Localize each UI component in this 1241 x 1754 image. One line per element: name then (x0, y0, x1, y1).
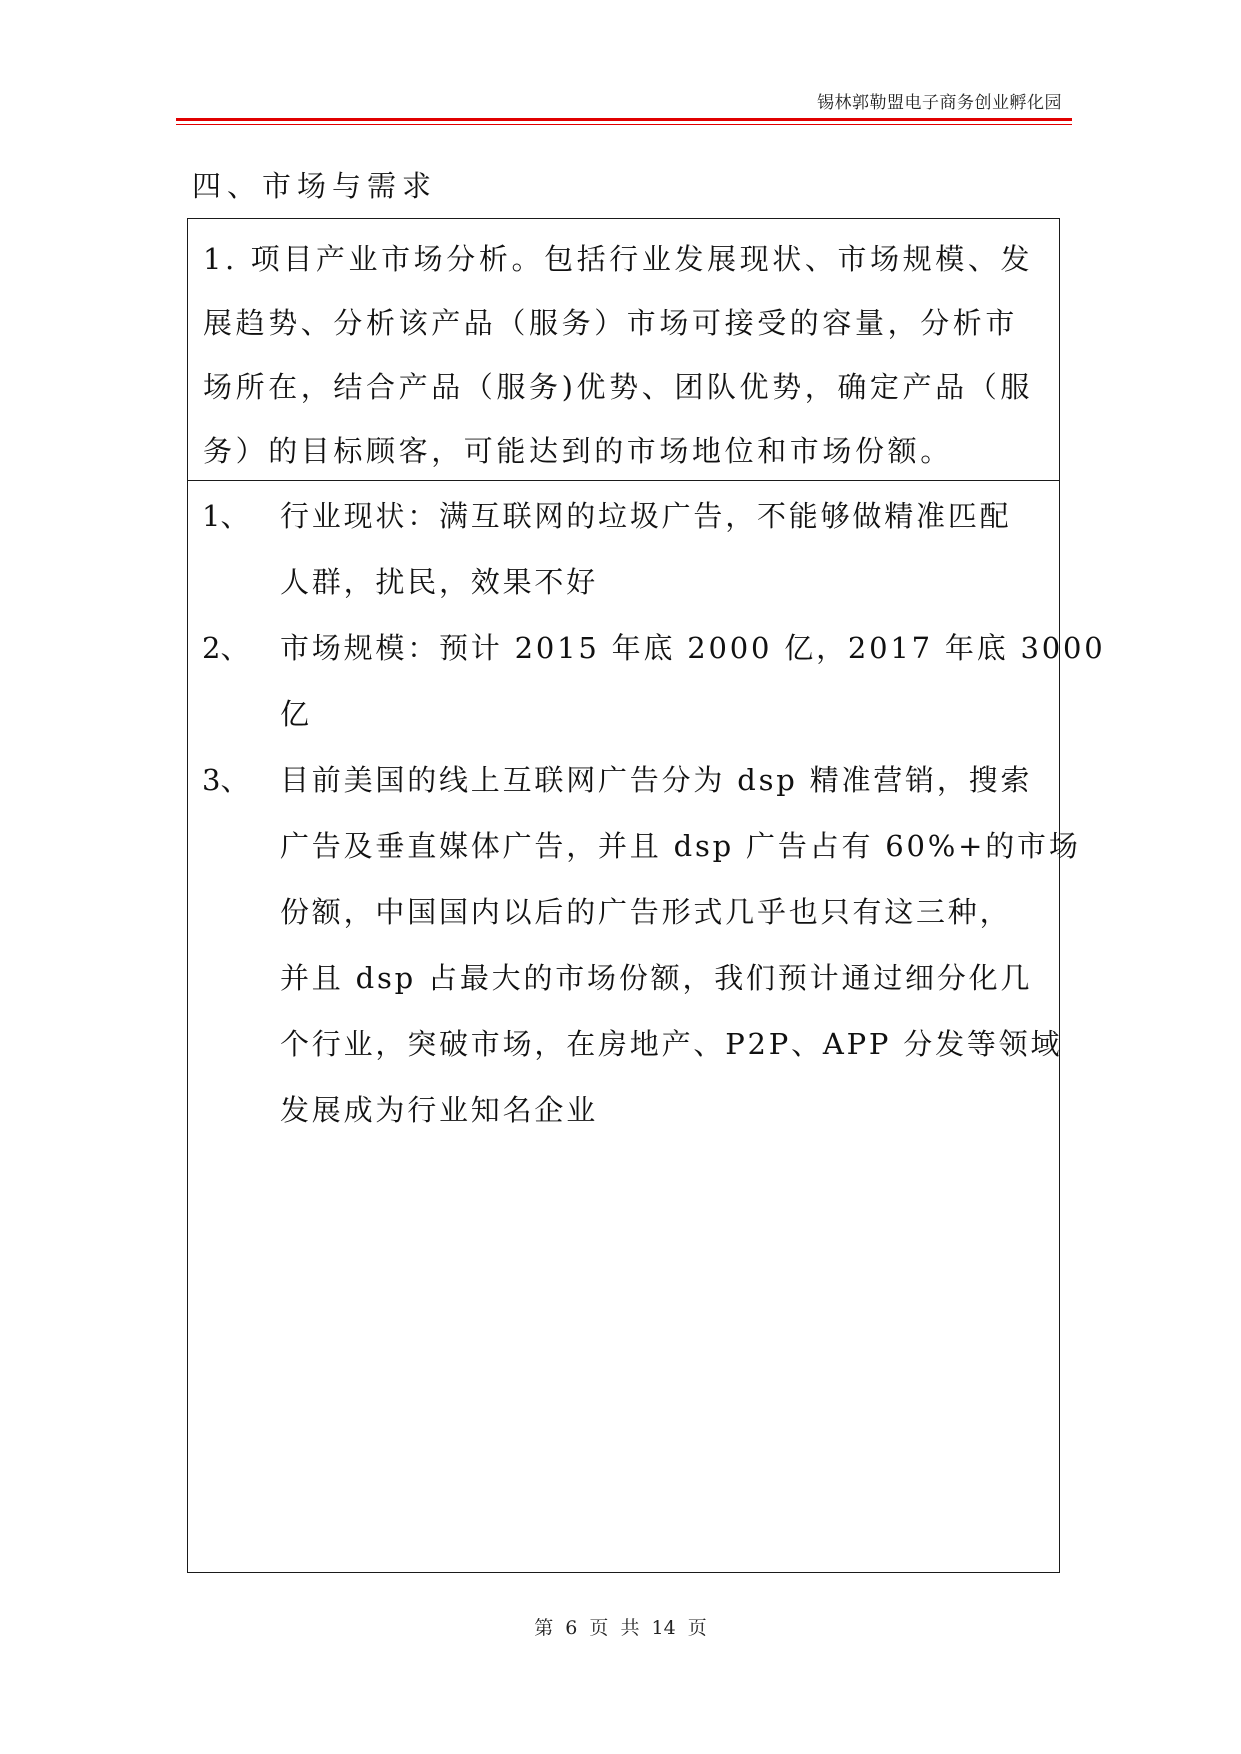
header-rule-thin (176, 124, 1072, 125)
header-rule-thick (176, 118, 1072, 121)
item-line: 亿 (280, 697, 312, 731)
prompt-line: 1. 项目产业市场分析。包括行业发展现状、市场规模、发 (203, 242, 1034, 276)
answer-cell (188, 481, 1106, 1143)
item-line: 目前美国的线上互联网广告分为 dsp 精准营销，搜索 (280, 763, 1033, 797)
item-number: 3、 (202, 763, 250, 797)
item-line: 发展成为行业知名企业 (280, 1093, 599, 1127)
item-number: 2、 (202, 631, 250, 665)
answer-item-market-size (202, 615, 1106, 747)
item-line: 行业现状：满互联网的垃圾广告，不能够做精准匹配 (280, 499, 1012, 533)
item-line: 广告及垂直媒体广告，并且 dsp 广告占有 60%+的市场 (280, 829, 1081, 863)
item-line: 并且 dsp 占最大的市场份额，我们预计通过细分化几 (280, 961, 1033, 995)
item-line: 人群，扰民，效果不好 (280, 565, 599, 599)
prompt-line: 场所在，结合产品（服务)优势、团队优势，确定产品（服 (203, 370, 1033, 404)
prompt-line: 展趋势、分析该产品（服务）市场可接受的容量，分析市 (203, 306, 1019, 340)
answer-item-industry-status (202, 483, 1049, 615)
item-line: 份额，中国国内以后的广告形式几乎也只有这三种， (280, 895, 1012, 929)
form-table (187, 218, 1106, 1573)
item-line: 市场规模：预计 2015 年底 2000 亿，2017 年底 3000 (280, 631, 1106, 665)
prompt-cell (188, 219, 1059, 481)
page-footer-page-number: 第 6 页 共 14 页 (534, 1617, 707, 1639)
answer-item-market-structure (202, 747, 1081, 1143)
section-title: 四、市场与需求 (192, 169, 438, 203)
item-number: 1、 (202, 499, 250, 533)
item-line: 个行业，突破市场，在房地产、P2P、APP 分发等领域 (280, 1027, 1063, 1061)
prompt-line: 务）的目标顾客，可能达到的市场地位和市场份额。 (203, 434, 953, 468)
page-header-org-name: 锡林郭勒盟电子商务创业孵化园 (817, 93, 1062, 113)
